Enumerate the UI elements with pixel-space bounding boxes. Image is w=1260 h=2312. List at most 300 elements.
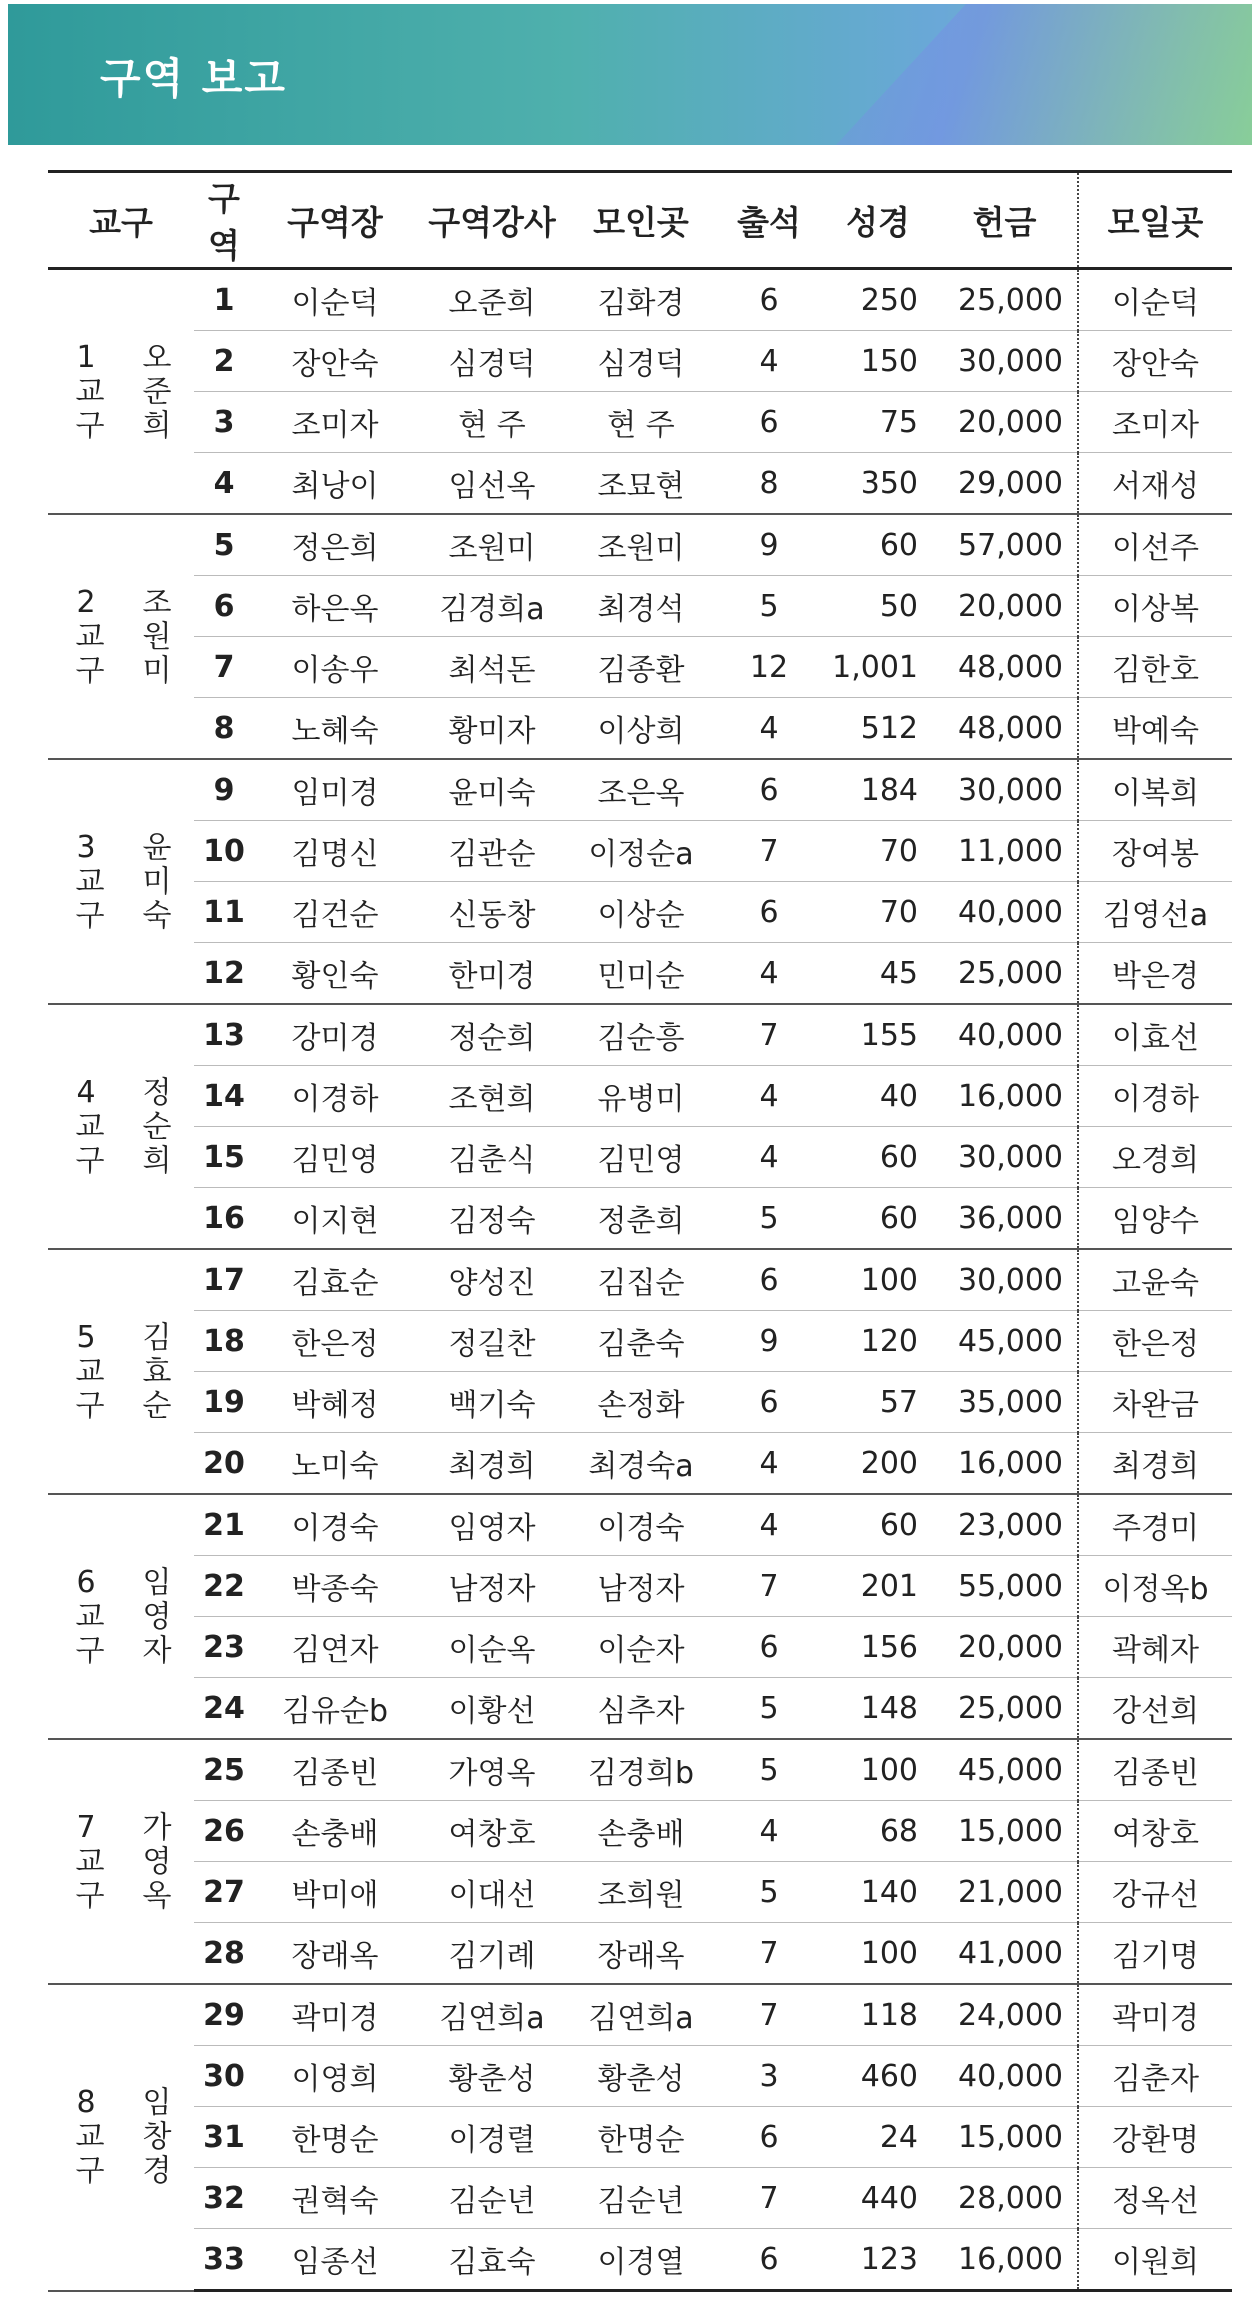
- seonggyeong: 512: [824, 698, 932, 760]
- chulseok: 9: [714, 514, 824, 576]
- table-row: [48, 1004, 1232, 1066]
- moingot: 이경숙: [568, 1494, 714, 1556]
- guyeok-number: 21: [194, 1494, 254, 1556]
- guyeok-number: 7: [194, 637, 254, 698]
- guyeokgangsa: 조현희: [416, 1066, 568, 1127]
- table-row: [48, 1433, 1232, 1495]
- guyeokgangsa: 김경희a: [416, 576, 568, 637]
- guyeokjang: 이경하: [254, 1066, 416, 1127]
- moilgot: 여창호: [1078, 1801, 1232, 1862]
- table-row: [48, 2107, 1232, 2168]
- moingot: 김춘숙: [568, 1311, 714, 1372]
- moilgot: 정옥선: [1078, 2168, 1232, 2229]
- gyogu-label: 교구: [69, 1354, 104, 1423]
- guyeokjang: 김건순: [254, 882, 416, 943]
- guyeokjang: 장래옥: [254, 1923, 416, 1985]
- chulseok: 4: [714, 1433, 824, 1495]
- guyeokgangsa: 김효숙: [416, 2229, 568, 2291]
- guyeokjang: 김민영: [254, 1127, 416, 1188]
- seonggyeong: 70: [824, 821, 932, 882]
- chulseok: 7: [714, 1923, 824, 1985]
- guyeokgangsa: 정길찬: [416, 1311, 568, 1372]
- guyeok-number: 11: [194, 882, 254, 943]
- seonggyeong: 200: [824, 1433, 932, 1495]
- moilgot: 서재성: [1078, 453, 1232, 515]
- table-row: [48, 1127, 1232, 1188]
- heongeum: 48,000: [932, 698, 1078, 760]
- moingot: 손정화: [568, 1372, 714, 1433]
- moilgot: 김종빈: [1078, 1739, 1232, 1801]
- chulseok: 9: [714, 1311, 824, 1372]
- column-header-heongeum: 헌금: [932, 172, 1078, 269]
- moilgot: 김춘자: [1078, 2046, 1232, 2107]
- table-row: [48, 698, 1232, 760]
- guyeokjang: 이지현: [254, 1188, 416, 1250]
- gyogu-cell: [48, 1739, 194, 1984]
- gyogu-number-label: [69, 1809, 104, 1913]
- guyeok-number: 4: [194, 453, 254, 515]
- table-row: [48, 2046, 1232, 2107]
- column-header-moingot: 모인곳: [568, 172, 714, 269]
- guyeokjang: 한명순: [254, 2107, 416, 2168]
- seonggyeong: 100: [824, 1923, 932, 1985]
- seonggyeong: 350: [824, 453, 932, 515]
- gyogu-label: 교구: [69, 2120, 104, 2189]
- chulseok: 8: [714, 453, 824, 515]
- heongeum: 21,000: [932, 1862, 1078, 1923]
- guyeok-number: 1: [194, 269, 254, 331]
- guyeokjang: 손충배: [254, 1801, 416, 1862]
- guyeokjang: 김유순b: [254, 1678, 416, 1740]
- moingot: 이상희: [568, 698, 714, 760]
- guyeok-number: 9: [194, 759, 254, 821]
- moilgot: 김한호: [1078, 637, 1232, 698]
- gyogu-number: 8: [76, 2085, 96, 2121]
- guyeok-number: 24: [194, 1678, 254, 1740]
- guyeokjang: 노혜숙: [254, 698, 416, 760]
- gyogu-number-label: [69, 339, 104, 443]
- gyogu-cell: [48, 1004, 194, 1249]
- gyogu-number: 3: [76, 829, 96, 865]
- guyeokjang: 김명신: [254, 821, 416, 882]
- moingot: 민미순: [568, 943, 714, 1005]
- guyeok-number: 23: [194, 1617, 254, 1678]
- seonggyeong: 148: [824, 1678, 932, 1740]
- moilgot: 박예숙: [1078, 698, 1232, 760]
- chulseok: 4: [714, 1127, 824, 1188]
- gyogu-number: 5: [76, 1319, 96, 1355]
- chulseok: 5: [714, 1739, 824, 1801]
- moingot: 조희원: [568, 1862, 714, 1923]
- heongeum: 25,000: [932, 943, 1078, 1005]
- seonggyeong: 60: [824, 514, 932, 576]
- moingot: 유병미: [568, 1066, 714, 1127]
- table-row: [48, 882, 1232, 943]
- guyeokjang: 최낭이: [254, 453, 416, 515]
- moilgot: 장여봉: [1078, 821, 1232, 882]
- moilgot: 이상복: [1078, 576, 1232, 637]
- guyeok-number: 31: [194, 2107, 254, 2168]
- table-row: [48, 453, 1232, 515]
- table-row: [48, 1188, 1232, 1250]
- guyeokjang: 황인숙: [254, 943, 416, 1005]
- seonggyeong: 57: [824, 1372, 932, 1433]
- heongeum: 57,000: [932, 514, 1078, 576]
- guyeokgangsa: 정순희: [416, 1004, 568, 1066]
- heongeum: 15,000: [932, 1801, 1078, 1862]
- chulseok: 4: [714, 1801, 824, 1862]
- gyogu-cell: [48, 269, 194, 515]
- gyogu-label: 교구: [69, 374, 104, 443]
- guyeok-number: 20: [194, 1433, 254, 1495]
- chulseok: 4: [714, 1494, 824, 1556]
- guyeokgangsa: 백기숙: [416, 1372, 568, 1433]
- table-row: [48, 637, 1232, 698]
- guyeok-number: 13: [194, 1004, 254, 1066]
- guyeok-number: 6: [194, 576, 254, 637]
- guyeokgangsa: 심경덕: [416, 331, 568, 392]
- seonggyeong: 60: [824, 1188, 932, 1250]
- column-header-guyeok: 구역: [194, 172, 254, 269]
- moingot: 심추자: [568, 1678, 714, 1740]
- heongeum: 24,000: [932, 1984, 1078, 2046]
- gyogu-label: 교구: [69, 1109, 104, 1178]
- seonggyeong: 68: [824, 1801, 932, 1862]
- moilgot: 이복희: [1078, 759, 1232, 821]
- chulseok: 4: [714, 331, 824, 392]
- moingot: 장래옥: [568, 1923, 714, 1985]
- chulseok: 5: [714, 576, 824, 637]
- guyeok-number: 17: [194, 1249, 254, 1311]
- gyogu-cell: [48, 514, 194, 759]
- guyeokgangsa: 김순년: [416, 2168, 568, 2229]
- heongeum: 11,000: [932, 821, 1078, 882]
- table-row: [48, 1249, 1232, 1311]
- guyeok-number: 25: [194, 1739, 254, 1801]
- column-header-moilgot: 모일곳: [1078, 172, 1232, 269]
- moingot: 이정순a: [568, 821, 714, 882]
- table-row: [48, 943, 1232, 1005]
- guyeokjang: 장안숙: [254, 331, 416, 392]
- guyeok-number: 8: [194, 698, 254, 760]
- seonggyeong: 155: [824, 1004, 932, 1066]
- gyogu-label: 교구: [69, 1844, 104, 1913]
- table-row: [48, 1678, 1232, 1740]
- seonggyeong: 24: [824, 2107, 932, 2168]
- guyeok-number: 15: [194, 1127, 254, 1188]
- table-row: [48, 1923, 1232, 1985]
- chulseok: 4: [714, 1066, 824, 1127]
- heongeum: 25,000: [932, 1678, 1078, 1740]
- gyogu-number: 4: [76, 1074, 96, 1110]
- guyeokgangsa: 남정자: [416, 1556, 568, 1617]
- moilgot: 장안숙: [1078, 331, 1232, 392]
- table-row: [48, 1984, 1232, 2046]
- page-title: 구역 보고: [100, 54, 287, 103]
- seonggyeong: 201: [824, 1556, 932, 1617]
- report-table: [48, 170, 1232, 2292]
- chulseok: 3: [714, 2046, 824, 2107]
- header-banner: [8, 4, 1252, 145]
- gyogu-leader: 임창경: [136, 2086, 171, 2189]
- moilgot: 이정옥b: [1078, 1556, 1232, 1617]
- heongeum: 28,000: [932, 2168, 1078, 2229]
- chulseok: 6: [714, 882, 824, 943]
- gyogu-leader: 김효순: [136, 1320, 171, 1423]
- guyeokgangsa: 이황선: [416, 1678, 568, 1740]
- guyeok-number: 18: [194, 1311, 254, 1372]
- moingot: 황춘성: [568, 2046, 714, 2107]
- guyeokjang: 박미애: [254, 1862, 416, 1923]
- guyeok-number: 27: [194, 1862, 254, 1923]
- moilgot: 이원희: [1078, 2229, 1232, 2291]
- heongeum: 20,000: [932, 392, 1078, 453]
- guyeokjang: 곽미경: [254, 1984, 416, 2046]
- guyeok-number: 12: [194, 943, 254, 1005]
- moingot: 이순자: [568, 1617, 714, 1678]
- heongeum: 15,000: [932, 2107, 1078, 2168]
- guyeokgangsa: 조원미: [416, 514, 568, 576]
- column-header-guyeokjang: 구역장: [254, 172, 416, 269]
- guyeokjang: 박종숙: [254, 1556, 416, 1617]
- moingot: 이상순: [568, 882, 714, 943]
- gyogu-number: 6: [76, 1564, 96, 1600]
- chulseok: 7: [714, 1556, 824, 1617]
- moilgot: 한은정: [1078, 1311, 1232, 1372]
- table-row: [48, 1066, 1232, 1127]
- moingot: 남정자: [568, 1556, 714, 1617]
- heongeum: 30,000: [932, 1127, 1078, 1188]
- guyeok-number: 26: [194, 1801, 254, 1862]
- heongeum: 16,000: [932, 2229, 1078, 2291]
- seonggyeong: 60: [824, 1127, 932, 1188]
- moilgot: 주경미: [1078, 1494, 1232, 1556]
- heongeum: 36,000: [932, 1188, 1078, 1250]
- table-row: [48, 821, 1232, 882]
- seonggyeong: 100: [824, 1249, 932, 1311]
- chulseok: 6: [714, 269, 824, 331]
- chulseok: 4: [714, 943, 824, 1005]
- heongeum: 30,000: [932, 759, 1078, 821]
- moingot: 조묘현: [568, 453, 714, 515]
- chulseok: 7: [714, 821, 824, 882]
- heongeum: 55,000: [932, 1556, 1078, 1617]
- chulseok: 6: [714, 759, 824, 821]
- heongeum: 48,000: [932, 637, 1078, 698]
- table-header-row: [48, 172, 1232, 269]
- gyogu-number-label: [69, 1319, 104, 1423]
- guyeokgangsa: 황춘성: [416, 2046, 568, 2107]
- guyeokgangsa: 여창호: [416, 1801, 568, 1862]
- moingot: 한명순: [568, 2107, 714, 2168]
- heongeum: 45,000: [932, 1739, 1078, 1801]
- moilgot: 강환명: [1078, 2107, 1232, 2168]
- table-row: [48, 1556, 1232, 1617]
- gyogu-leader: 윤미숙: [136, 830, 171, 933]
- gyogu-number: 2: [76, 584, 96, 620]
- table-row: [48, 1801, 1232, 1862]
- guyeokjang: 하은옥: [254, 576, 416, 637]
- guyeokjang: 노미숙: [254, 1433, 416, 1495]
- moingot: 김집순: [568, 1249, 714, 1311]
- guyeokgangsa: 임선옥: [416, 453, 568, 515]
- heongeum: 40,000: [932, 2046, 1078, 2107]
- heongeum: 20,000: [932, 576, 1078, 637]
- heongeum: 16,000: [932, 1066, 1078, 1127]
- guyeokjang: 임종선: [254, 2229, 416, 2291]
- moilgot: 곽미경: [1078, 1984, 1232, 2046]
- seonggyeong: 140: [824, 1862, 932, 1923]
- moingot: 김연희a: [568, 1984, 714, 2046]
- heongeum: 30,000: [932, 331, 1078, 392]
- gyogu-number-label: [69, 584, 104, 688]
- moilgot: 조미자: [1078, 392, 1232, 453]
- heongeum: 35,000: [932, 1372, 1078, 1433]
- chulseok: 6: [714, 1617, 824, 1678]
- moilgot: 오경희: [1078, 1127, 1232, 1188]
- heongeum: 40,000: [932, 882, 1078, 943]
- guyeokgangsa: 이순옥: [416, 1617, 568, 1678]
- guyeokgangsa: 현 주: [416, 392, 568, 453]
- gyogu-number-label: [69, 1564, 104, 1668]
- guyeokjang: 김효순: [254, 1249, 416, 1311]
- guyeokjang: 정은희: [254, 514, 416, 576]
- moingot: 이경열: [568, 2229, 714, 2291]
- column-header-gyogu: 교구: [48, 172, 194, 269]
- chulseok: 6: [714, 1249, 824, 1311]
- moilgot: 이순덕: [1078, 269, 1232, 331]
- guyeokgangsa: 김춘식: [416, 1127, 568, 1188]
- seonggyeong: 45: [824, 943, 932, 1005]
- guyeokjang: 이경숙: [254, 1494, 416, 1556]
- guyeok-number: 16: [194, 1188, 254, 1250]
- seonggyeong: 118: [824, 1984, 932, 2046]
- table-row: [48, 392, 1232, 453]
- seonggyeong: 460: [824, 2046, 932, 2107]
- gyogu-cell: [48, 1494, 194, 1739]
- seonggyeong: 1,001: [824, 637, 932, 698]
- guyeokgangsa: 신동창: [416, 882, 568, 943]
- guyeokjang: 김연자: [254, 1617, 416, 1678]
- chulseok: 6: [714, 2107, 824, 2168]
- moilgot: 김기명: [1078, 1923, 1232, 1985]
- moingot: 김순년: [568, 2168, 714, 2229]
- guyeokgangsa: 김관순: [416, 821, 568, 882]
- table-row: [48, 2168, 1232, 2229]
- guyeokgangsa: 김기례: [416, 1923, 568, 1985]
- moingot: 김화경: [568, 269, 714, 331]
- guyeok-number: 5: [194, 514, 254, 576]
- gyogu-leader: 가영옥: [136, 1810, 171, 1913]
- guyeokjang: 이영희: [254, 2046, 416, 2107]
- heongeum: 20,000: [932, 1617, 1078, 1678]
- moilgot: 이선주: [1078, 514, 1232, 576]
- moingot: 김순흥: [568, 1004, 714, 1066]
- seonggyeong: 60: [824, 1494, 932, 1556]
- moilgot: 최경희: [1078, 1433, 1232, 1495]
- chulseok: 6: [714, 2229, 824, 2291]
- guyeokgangsa: 김정숙: [416, 1188, 568, 1250]
- chulseok: 5: [714, 1678, 824, 1740]
- moingot: 현 주: [568, 392, 714, 453]
- heongeum: 40,000: [932, 1004, 1078, 1066]
- moingot: 김경희b: [568, 1739, 714, 1801]
- table-row: [48, 1372, 1232, 1433]
- moilgot: 차완금: [1078, 1372, 1232, 1433]
- banner-decoration: [732, 4, 1252, 145]
- guyeok-number: 19: [194, 1372, 254, 1433]
- guyeok-number: 29: [194, 1984, 254, 2046]
- moilgot: 임양수: [1078, 1188, 1232, 1250]
- table-row: [48, 1311, 1232, 1372]
- seonggyeong: 75: [824, 392, 932, 453]
- column-header-chulseok: 출석: [714, 172, 824, 269]
- gyogu-leader: 정순희: [136, 1075, 171, 1178]
- guyeok-number: 22: [194, 1556, 254, 1617]
- gyogu-label: 교구: [69, 1599, 104, 1668]
- heongeum: 45,000: [932, 1311, 1078, 1372]
- table-row: [48, 1617, 1232, 1678]
- chulseok: 4: [714, 698, 824, 760]
- chulseok: 7: [714, 1984, 824, 2046]
- moilgot: 곽혜자: [1078, 1617, 1232, 1678]
- seonggyeong: 70: [824, 882, 932, 943]
- guyeokgangsa: 임영자: [416, 1494, 568, 1556]
- gyogu-label: 교구: [69, 864, 104, 933]
- guyeok-number: 3: [194, 392, 254, 453]
- guyeokjang: 이송우: [254, 637, 416, 698]
- moingot: 조원미: [568, 514, 714, 576]
- guyeokgangsa: 윤미숙: [416, 759, 568, 821]
- guyeokjang: 박혜정: [254, 1372, 416, 1433]
- moilgot: 박은경: [1078, 943, 1232, 1005]
- table-row: [48, 1862, 1232, 1923]
- moilgot: 김영선a: [1078, 882, 1232, 943]
- guyeok-number: 32: [194, 2168, 254, 2229]
- guyeokgangsa: 한미경: [416, 943, 568, 1005]
- guyeokgangsa: 최경희: [416, 1433, 568, 1495]
- guyeokgangsa: 최석돈: [416, 637, 568, 698]
- moilgot: 강선희: [1078, 1678, 1232, 1740]
- moingot: 최경숙a: [568, 1433, 714, 1495]
- chulseok: 5: [714, 1862, 824, 1923]
- guyeokjang: 이순덕: [254, 269, 416, 331]
- chulseok: 7: [714, 1004, 824, 1066]
- gyogu-number-label: [69, 829, 104, 933]
- guyeok-number: 14: [194, 1066, 254, 1127]
- guyeokjang: 김종빈: [254, 1739, 416, 1801]
- seonggyeong: 50: [824, 576, 932, 637]
- chulseok: 6: [714, 1372, 824, 1433]
- seonggyeong: 440: [824, 2168, 932, 2229]
- gyogu-number: 7: [76, 1809, 96, 1845]
- gyogu-cell: [48, 1249, 194, 1494]
- guyeokgangsa: 이대선: [416, 1862, 568, 1923]
- moingot: 심경덕: [568, 331, 714, 392]
- seonggyeong: 40: [824, 1066, 932, 1127]
- gyogu-leader: 조원미: [136, 585, 171, 688]
- chulseok: 5: [714, 1188, 824, 1250]
- heongeum: 29,000: [932, 453, 1078, 515]
- table-row: [48, 514, 1232, 576]
- gyogu-cell: [48, 759, 194, 1004]
- guyeokgangsa: 이경렬: [416, 2107, 568, 2168]
- guyeokgangsa: 양성진: [416, 1249, 568, 1311]
- table-row: [48, 331, 1232, 392]
- guyeokjang: 조미자: [254, 392, 416, 453]
- guyeokjang: 권혁숙: [254, 2168, 416, 2229]
- gyogu-leader: 오준희: [136, 340, 171, 443]
